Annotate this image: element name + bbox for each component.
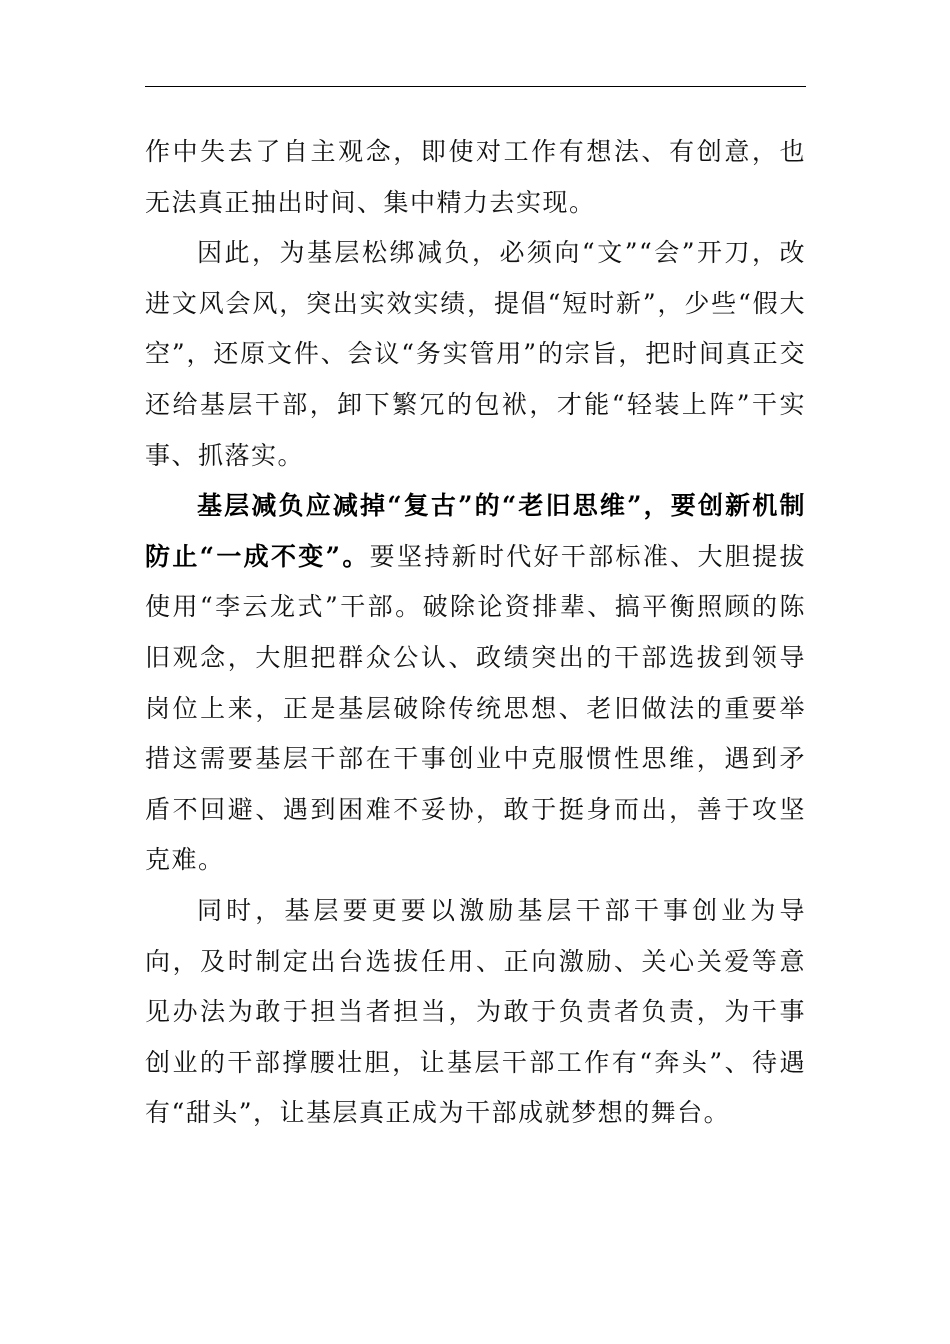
paragraph-3 <box>145 481 806 886</box>
paragraph-3-bold-lead: 基层减负应减掉“复古”的“老旧思维”，要创新机制防止“一成不变”。 <box>145 491 806 571</box>
paragraph-2-text: 因此，为基层松绑减负，必须向“文”“会”开刀，改进文风会风，突出实效实绩，提倡“短时新”，少些“假大空”，还原文件、会议“务实管用”的宗旨，把时间真正交还给基层干部，卸下繁冗的包袱，才能“轻装上阵”干实事、抓落实。 <box>145 238 806 470</box>
paragraph-1 <box>145 127 806 228</box>
paragraph-4 <box>145 886 806 1139</box>
document-body <box>145 127 806 1139</box>
paragraph-3-text: 要坚持新时代好干部标准、大胆提拔使用“李云龙式”干部。破除论资排辈、搞平衡照顾的陈旧观念，大胆把群众公认、政绩突出的干部选拔到领导岗位上来，正是基层破除传统思想、老旧做法的重要举措这需要基层干部在干事创业中克服惯性思维，遇到矛盾不回避、遇到困难不妥协，敢于挺身而出，善于攻坚克难。 <box>145 541 806 875</box>
paragraph-4-text: 同时，基层要更要以激励基层干部干事创业为导向，及时制定出台选拔任用、正向激励、关心关爱等意见办法为敢于担当者担当，为敢于负责者负责，为干事创业的干部撑腰壮胆，让基层干部工作有“奔头”、待遇有“甜头”，让基层真正成为干部成就梦想的舞台。 <box>145 895 806 1128</box>
paragraph-1-text: 作中失去了自主观念，即使对工作有想法、有创意，也无法真正抽出时间、集中精力去实现。 <box>145 137 806 217</box>
paragraph-2 <box>145 228 806 481</box>
header-rule <box>145 86 806 87</box>
